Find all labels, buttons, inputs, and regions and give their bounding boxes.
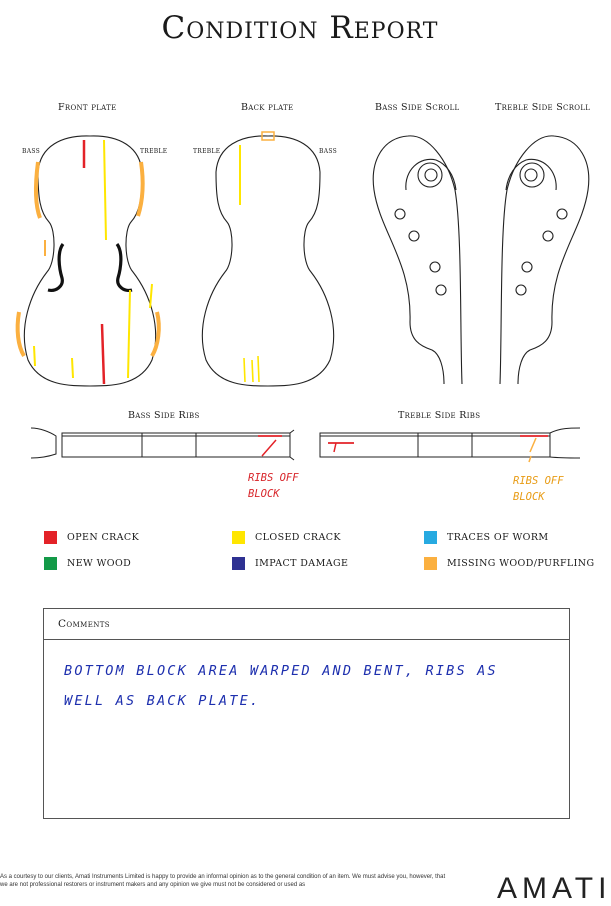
treble-side-ribs-outline [320, 428, 580, 458]
legend-missing-wood [424, 557, 595, 570]
treble-side-ribs-label: Treble Side Ribs [398, 410, 481, 421]
comments-box [43, 608, 570, 819]
legend-label: TRACES OF WORM [447, 532, 549, 543]
bass-side-scroll-outline [373, 136, 462, 384]
legend-label: NEW WOOD [67, 558, 132, 569]
back-treble-marker: TREBLE [193, 148, 221, 155]
bass-side-ribs-label: Bass Side Ribs [128, 410, 200, 421]
back-plate-damage-marks [240, 132, 274, 382]
legend-label: CLOSED CRACK [255, 532, 341, 543]
impact-damage-swatch [232, 557, 245, 570]
back-plate-outline [202, 136, 333, 386]
footer-disclaimer: As a courtesy to our clients, Amati Instruments Limited is happy to provide an informal opinion as to the general condition of an item. We must advise you, however, that we are not professional restorers or instrument makers and any opinion we give must not be considered or used as [0, 874, 446, 888]
legend-closed-crack [232, 531, 341, 544]
treble-ribs-note: RIBS OFF BLOCK [513, 475, 564, 503]
legend-traces-of-worm [424, 531, 549, 544]
open-crack-swatch [44, 531, 57, 544]
traces-of-worm-swatch [424, 531, 437, 544]
treble-side-scroll-outline [500, 136, 589, 384]
legend-label: OPEN CRACK [67, 532, 140, 543]
front-plate-label: Front plate [58, 102, 117, 113]
closed-crack-swatch [232, 531, 245, 544]
bass-side-scroll-label: Bass Side Scroll [375, 102, 460, 113]
rib-damage-marks [258, 436, 548, 462]
legend-open-crack [44, 531, 139, 544]
legend-label: MISSING WOOD/PURFLING [447, 558, 595, 569]
legend-label: IMPACT DAMAGE [255, 558, 349, 569]
front-treble-marker: TREBLE [140, 148, 168, 155]
front-plate-outline [24, 136, 155, 386]
front-plate-damage-marks [18, 140, 159, 384]
brand-logo: AMATI [497, 872, 611, 905]
missing-wood-swatch [424, 557, 437, 570]
page-title: Condition Report [161, 10, 439, 46]
legend-impact-damage [232, 557, 348, 570]
front-bass-marker: BASS [22, 148, 41, 155]
back-plate-label: Back plate [241, 102, 294, 113]
treble-side-scroll-label: Treble Side Scroll [495, 102, 591, 113]
legend-new-wood [44, 557, 131, 570]
new-wood-swatch [44, 557, 57, 570]
bass-ribs-note: RIBS OFF BLOCK [248, 472, 299, 500]
back-bass-marker: BASS [319, 148, 338, 155]
comments-text: BOTTOM BLOCK AREA WARPED AND BENT, RIBS AS WELL AS BACK PLATE. [64, 663, 498, 709]
bass-side-ribs-outline [31, 428, 294, 460]
comments-heading: Comments [44, 609, 569, 640]
